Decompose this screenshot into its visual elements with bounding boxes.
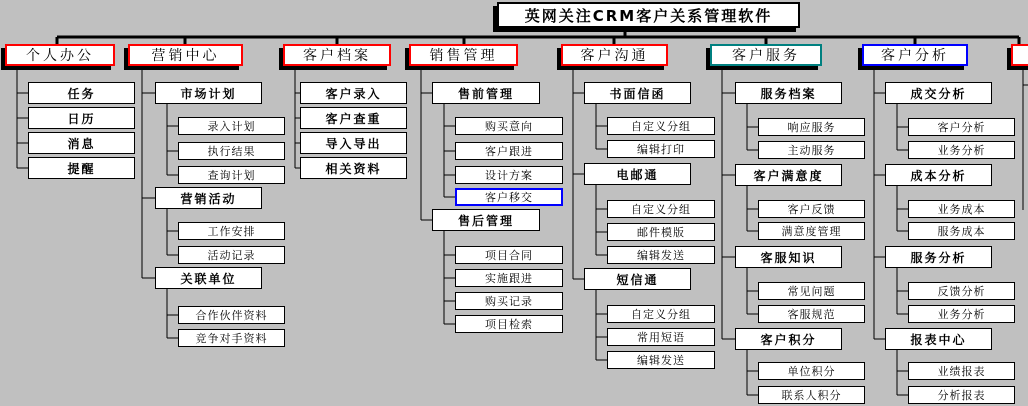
node-edit-print: 编辑打印 bbox=[607, 140, 715, 158]
node-duplicate-check: 客户查重 bbox=[300, 107, 407, 129]
node-customer-archive: 客户档案 bbox=[283, 44, 391, 66]
node-service-cost: 服务成本 bbox=[908, 222, 1015, 240]
node-partial-column bbox=[1011, 44, 1028, 66]
node-email-template: 邮件模版 bbox=[607, 223, 715, 241]
node-partner-info: 合作伙伴资料 bbox=[178, 306, 285, 324]
node-customer-satisfaction: 客户满意度 bbox=[735, 164, 842, 186]
node-email-edit-send: 编辑发送 bbox=[607, 246, 715, 264]
node-marketing-center: 营销中心 bbox=[128, 44, 243, 66]
node-purchase-record: 购买记录 bbox=[455, 292, 563, 310]
node-tasks: 任务 bbox=[28, 82, 135, 104]
node-performance-report: 业绩报表 bbox=[908, 362, 1015, 380]
chart-title: 英网关注CRM客户关系管理软件 bbox=[497, 2, 800, 28]
node-design-plan: 设计方案 bbox=[455, 166, 563, 184]
node-faq: 常见问题 bbox=[758, 282, 865, 300]
node-reminders: 提醒 bbox=[28, 157, 135, 179]
node-purchase-intent: 购买意向 bbox=[455, 117, 563, 135]
node-implementation-followup: 实施跟进 bbox=[455, 269, 563, 287]
node-sms-edit-send: 编辑发送 bbox=[607, 351, 715, 369]
node-unit-points: 单位积分 bbox=[758, 362, 865, 380]
node-email-custom-group: 自定义分组 bbox=[607, 200, 715, 218]
node-service-analysis: 服务分析 bbox=[885, 246, 992, 268]
node-marketing-activity: 营销活动 bbox=[155, 187, 262, 209]
node-common-phrases: 常用短语 bbox=[607, 328, 715, 346]
node-work-arrangement: 工作安排 bbox=[178, 222, 285, 240]
node-sms-channel: 短信通 bbox=[584, 268, 691, 290]
node-proactive-service: 主动服务 bbox=[758, 141, 865, 159]
node-email-channel: 电邮通 bbox=[584, 163, 691, 185]
node-report-center: 报表中心 bbox=[885, 328, 992, 350]
node-business-cost: 业务成本 bbox=[908, 200, 1015, 218]
node-service-archive: 服务档案 bbox=[735, 82, 842, 104]
node-letter-custom-group: 自定义分组 bbox=[607, 117, 715, 135]
node-customer-entry: 客户录入 bbox=[300, 82, 407, 104]
node-calendar: 日历 bbox=[28, 107, 135, 129]
node-customer-analysis: 客户分析 bbox=[862, 44, 968, 66]
node-service-business-analysis: 业务分析 bbox=[908, 305, 1015, 323]
node-activity-record: 活动记录 bbox=[178, 246, 285, 264]
node-customer-service: 客户服务 bbox=[710, 44, 822, 66]
node-related-materials: 相关资料 bbox=[300, 157, 407, 179]
node-import-export: 导入导出 bbox=[300, 132, 407, 154]
node-customer-feedback: 客户反馈 bbox=[758, 200, 865, 218]
node-analysis-report: 分析报表 bbox=[908, 386, 1015, 404]
node-satisfaction-management: 满意度管理 bbox=[758, 222, 865, 240]
node-query-plan: 查询计划 bbox=[178, 166, 285, 184]
node-feedback-analysis: 反馈分析 bbox=[908, 282, 1015, 300]
node-personal-office: 个人办公 bbox=[5, 44, 115, 66]
node-sales-management: 销售管理 bbox=[409, 44, 518, 66]
node-deal-business-analysis: 业务分析 bbox=[908, 141, 1015, 159]
node-cost-analysis: 成本分析 bbox=[885, 164, 992, 186]
node-competitor-info: 竞争对手资料 bbox=[178, 329, 285, 347]
node-sms-custom-group: 自定义分组 bbox=[607, 305, 715, 323]
node-customer-followup: 客户跟进 bbox=[455, 142, 563, 160]
node-deal-analysis: 成交分析 bbox=[885, 82, 992, 104]
node-enter-plan: 录入计划 bbox=[178, 117, 285, 135]
node-execution-result: 执行结果 bbox=[178, 142, 285, 160]
node-aftersales-management: 售后管理 bbox=[432, 209, 540, 231]
node-service-standard: 客服规范 bbox=[758, 305, 865, 323]
node-related-units: 关联单位 bbox=[155, 267, 262, 289]
node-service-knowledge: 客服知识 bbox=[735, 246, 842, 268]
node-deal-customer-analysis: 客户分析 bbox=[908, 118, 1015, 136]
node-project-contract: 项目合同 bbox=[455, 246, 563, 264]
node-customer-communication: 客户沟通 bbox=[561, 44, 668, 66]
node-responsive-service: 响应服务 bbox=[758, 118, 865, 136]
node-market-plan: 市场计划 bbox=[155, 82, 262, 104]
node-presales-management: 售前管理 bbox=[432, 82, 540, 104]
node-project-search: 项目检索 bbox=[455, 315, 563, 333]
node-written-letter: 书面信函 bbox=[584, 82, 691, 104]
node-customer-transfer: 客户移交 bbox=[455, 188, 563, 206]
node-contact-points: 联系人积分 bbox=[758, 386, 865, 404]
node-customer-points: 客户积分 bbox=[735, 328, 842, 350]
node-messages: 消息 bbox=[28, 132, 135, 154]
